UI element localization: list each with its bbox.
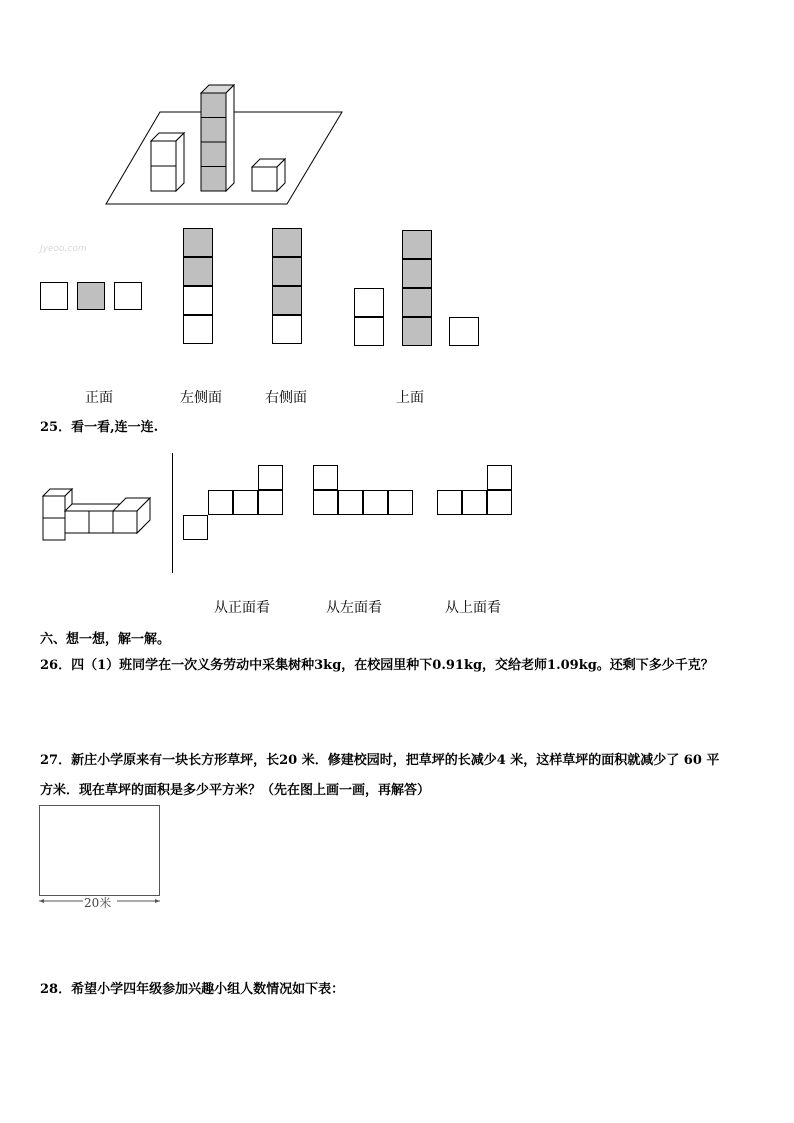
grid-cell <box>437 490 462 515</box>
question-number: 27． <box>40 753 72 768</box>
grid-cell <box>313 465 338 490</box>
grid-cell <box>233 490 258 515</box>
view-square <box>354 317 384 346</box>
view-label-right-side: 右侧面 <box>265 390 307 406</box>
view-square-shaded <box>402 317 432 346</box>
view-square-shaded <box>272 228 302 257</box>
view-square-shaded <box>272 286 302 315</box>
grid-cell <box>208 490 233 515</box>
grid-cell <box>487 490 512 515</box>
view-square <box>114 282 142 310</box>
question-text: 四（1）班同学在一次义务劳动中采集树种3kg，在校园里种下0.91kg，交给老师1.09kg。还剩下多少千克？ <box>71 658 714 673</box>
divider-line <box>172 453 173 573</box>
dimension-label: 20米 <box>84 896 112 910</box>
view-square <box>272 315 302 344</box>
question-26 <box>40 654 714 673</box>
view-square-shaded <box>402 259 432 288</box>
view-label-top: 上面 <box>396 390 424 406</box>
view-square-shaded <box>402 230 432 259</box>
l-shape-block-figure <box>40 485 160 545</box>
view-square <box>354 288 384 317</box>
question-text: 新庄小学原来有一块长方形草坪，长20 米．修建校园时，把草坪的长减少4 米，这样草坪的面积就减少了 60 平 <box>71 753 720 768</box>
view-square-shaded <box>272 257 302 286</box>
watermark: Jyeoo.com <box>40 244 87 254</box>
grid-cell <box>338 490 363 515</box>
view-label-left-side: 左侧面 <box>180 390 222 406</box>
view-label-from-left: 从左面看 <box>326 600 382 616</box>
section-heading: 六、想一想，解一解。 <box>40 632 171 647</box>
grid-cell <box>388 490 413 515</box>
grid-cell <box>258 465 283 490</box>
view-label-from-top: 从上面看 <box>445 600 501 616</box>
lawn-rectangle <box>39 805 160 896</box>
view-label-from-front: 从正面看 <box>214 600 270 616</box>
question-number: 25． <box>40 420 72 435</box>
view-square-shaded <box>183 257 213 286</box>
view-square-shaded <box>402 288 432 317</box>
question-27-line2: 方米．现在草坪的面积是多少平方米？（先在图上画一画，再解答） <box>40 783 431 798</box>
grid-cell <box>258 490 283 515</box>
grid-cell <box>363 490 388 515</box>
question-number: 28． <box>40 982 72 997</box>
view-square <box>449 317 479 346</box>
question-27-line1 <box>40 749 719 768</box>
view-square <box>183 286 213 315</box>
grid-cell <box>487 465 512 490</box>
question-25 <box>40 416 158 435</box>
view-square <box>183 315 213 344</box>
view-square <box>40 282 68 310</box>
question-28 <box>40 978 344 997</box>
block-arrangement-figure <box>100 80 350 210</box>
view-square-shaded <box>77 282 105 310</box>
view-label-front: 正面 <box>85 390 113 406</box>
grid-cell <box>183 515 208 540</box>
view-square-shaded <box>183 228 213 257</box>
question-text: 希望小学四年级参加兴趣小组人数情况如下表： <box>71 982 345 997</box>
question-number: 26． <box>40 658 72 673</box>
grid-cell <box>313 490 338 515</box>
question-text: 看一看,连一连. <box>71 420 159 435</box>
grid-cell <box>462 490 487 515</box>
